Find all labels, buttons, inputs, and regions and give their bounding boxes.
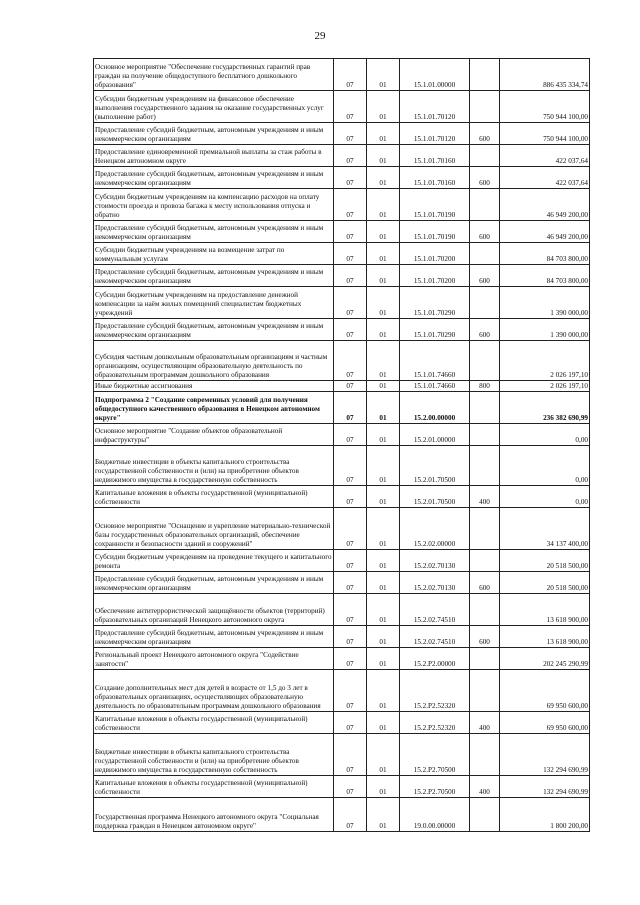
row-section-code: 07 (334, 59, 367, 91)
table-row (94, 145, 590, 167)
row-section-code: 07 (334, 594, 367, 626)
row-expense-type (470, 648, 500, 670)
row-section-code: 07 (334, 381, 367, 392)
row-target-article: 19.0.00.00000 (400, 798, 470, 832)
row-target-article: 15.2.P2.70500 (400, 734, 470, 776)
row-amount: 1 390 000,00 (500, 287, 590, 319)
row-expense-type (470, 341, 500, 381)
row-description: Субсидии бюджетным учреждениям на финансовое обеспечение выполнения государственного задания на оказание государственных услуг (выполнение работ) (94, 91, 334, 123)
row-amount: 0,00 (500, 424, 590, 446)
row-target-article: 15.1.01.70200 (400, 243, 470, 265)
row-subsection-code: 01 (367, 550, 400, 572)
row-target-article: 15.2.02.00000 (400, 508, 470, 550)
row-expense-type (470, 189, 500, 221)
row-expense-type: 600 (470, 167, 500, 189)
row-description: Иные бюджетные ассигнования (94, 381, 334, 392)
budget-table (93, 58, 590, 832)
row-amount: 886 435 334,74 (500, 59, 590, 91)
row-target-article: 15.1.01.74660 (400, 341, 470, 381)
table-row (94, 424, 590, 446)
row-section-code: 07 (334, 424, 367, 446)
table-row (94, 626, 590, 648)
row-target-article: 15.1.01.70190 (400, 189, 470, 221)
table-row (94, 392, 590, 424)
row-target-article: 15.2.01.70500 (400, 486, 470, 508)
table-row (94, 91, 590, 123)
row-subsection-code: 01 (367, 572, 400, 594)
row-subsection-code: 01 (367, 221, 400, 243)
row-description: Капитальные вложения в объекты государственной (муниципальной) собственности (94, 776, 334, 798)
row-expense-type (470, 243, 500, 265)
row-description: Субсидии бюджетным учреждениям на возмещение затрат по коммунальным услугам (94, 243, 334, 265)
row-amount: 13 618 900,00 (500, 594, 590, 626)
row-target-article: 15.2.01.00000 (400, 424, 470, 446)
row-target-article: 15.1.01.70190 (400, 221, 470, 243)
row-target-article: 15.1.01.70120 (400, 123, 470, 145)
row-amount: 132 294 690,99 (500, 776, 590, 798)
page-number: 29 (314, 30, 326, 42)
row-target-article: 15.2.P2.52320 (400, 712, 470, 734)
row-amount: 20 518 500,00 (500, 550, 590, 572)
row-description: Бюджетные инвестиции в объекты капитального строительства государственной собственности и (или) на приобретение объектов недвижимого имущества в государственную собственность (94, 446, 334, 486)
table-row (94, 776, 590, 798)
table-row (94, 508, 590, 550)
row-subsection-code: 01 (367, 265, 400, 287)
row-amount: 236 382 690,99 (500, 392, 590, 424)
row-section-code: 07 (334, 572, 367, 594)
row-section-code: 07 (334, 776, 367, 798)
table-row (94, 221, 590, 243)
row-description: Субсидии бюджетным учреждениям на проведение текущего и капитального ремонта (94, 550, 334, 572)
row-expense-type: 400 (470, 712, 500, 734)
row-subsection-code: 01 (367, 626, 400, 648)
budget-table-body (94, 59, 590, 832)
row-description: Государственная программа Ненецкого автономного округа "Социальная поддержка граждан в Ненецком автономном округе" (94, 798, 334, 832)
table-row (94, 167, 590, 189)
row-amount: 20 518 500,00 (500, 572, 590, 594)
row-subsection-code: 01 (367, 381, 400, 392)
row-target-article: 15.1.01.00000 (400, 59, 470, 91)
row-description: Предоставление субсидий бюджетным, автономным учреждениям и иным некоммерческим организациям (94, 572, 334, 594)
row-expense-type (470, 734, 500, 776)
row-subsection-code: 01 (367, 287, 400, 319)
row-amount: 132 294 690,99 (500, 734, 590, 776)
row-amount: 46 949 200,00 (500, 221, 590, 243)
row-section-code: 07 (334, 648, 367, 670)
row-section-code: 07 (334, 341, 367, 381)
row-subsection-code: 01 (367, 776, 400, 798)
row-target-article: 15.1.01.70160 (400, 145, 470, 167)
row-amount: 84 703 800,00 (500, 243, 590, 265)
row-expense-type: 600 (470, 572, 500, 594)
row-amount: 2 026 197,10 (500, 381, 590, 392)
row-description: Подпрограмма 2 "Создание современных условий для получения общедоступного качественного образования в Ненецком автономном округе" (94, 392, 334, 424)
table-row (94, 319, 590, 341)
row-expense-type (470, 508, 500, 550)
row-section-code: 07 (334, 486, 367, 508)
row-expense-type: 800 (470, 381, 500, 392)
row-expense-type: 600 (470, 626, 500, 648)
table-row (94, 265, 590, 287)
row-section-code: 07 (334, 508, 367, 550)
row-subsection-code: 01 (367, 167, 400, 189)
row-section-code: 07 (334, 243, 367, 265)
row-section-code: 07 (334, 167, 367, 189)
row-amount: 1 390 000,00 (500, 319, 590, 341)
row-target-article: 15.1.01.70290 (400, 319, 470, 341)
row-subsection-code: 01 (367, 189, 400, 221)
row-subsection-code: 01 (367, 594, 400, 626)
row-expense-type: 600 (470, 319, 500, 341)
row-subsection-code: 01 (367, 648, 400, 670)
row-expense-type (470, 594, 500, 626)
table-row (94, 446, 590, 486)
row-description: Предоставление субсидий бюджетным, автономным учреждениям и иным некоммерческим организациям (94, 123, 334, 145)
row-description: Обеспечение антитеррористической защищённости объектов (территорий) образовательных организаций Ненецкого автономного округа (94, 594, 334, 626)
row-description: Предоставление субсидий бюджетным, автономным учреждениям и иным некоммерческим организациям (94, 221, 334, 243)
row-subsection-code: 01 (367, 392, 400, 424)
table-row (94, 670, 590, 712)
row-subsection-code: 01 (367, 798, 400, 832)
row-expense-type (470, 145, 500, 167)
row-target-article: 15.1.01.74660 (400, 381, 470, 392)
row-subsection-code: 01 (367, 91, 400, 123)
row-amount: 750 944 100,00 (500, 91, 590, 123)
row-subsection-code: 01 (367, 243, 400, 265)
table-row (94, 648, 590, 670)
row-expense-type (470, 287, 500, 319)
table-row (94, 189, 590, 221)
row-amount: 34 137 400,00 (500, 508, 590, 550)
row-target-article: 15.2.P2.70500 (400, 776, 470, 798)
row-description: Основное мероприятие "Оснащение и укрепление материально-технической базы государственных образовательных организаций, обеспечение сохранности и безопасности зданий и сооружений" (94, 508, 334, 550)
row-section-code: 07 (334, 712, 367, 734)
row-amount: 750 944 100,00 (500, 123, 590, 145)
row-subsection-code: 01 (367, 508, 400, 550)
row-section-code: 07 (334, 123, 367, 145)
row-description: Предоставление субсидий бюджетным, автономным учреждениям и иным некоммерческим организациям (94, 265, 334, 287)
row-expense-type (470, 550, 500, 572)
row-expense-type: 400 (470, 486, 500, 508)
table-row (94, 341, 590, 381)
row-target-article: 15.2.01.70500 (400, 446, 470, 486)
row-description: Капитальные вложения в объекты государственной (муниципальной) собственности (94, 486, 334, 508)
row-subsection-code: 01 (367, 319, 400, 341)
row-amount: 69 950 600,00 (500, 712, 590, 734)
row-description: Капитальные вложения в объекты государственной (муниципальной) собственности (94, 712, 334, 734)
row-subsection-code: 01 (367, 145, 400, 167)
row-subsection-code: 01 (367, 486, 400, 508)
row-section-code: 07 (334, 91, 367, 123)
row-amount: 0,00 (500, 486, 590, 508)
row-section-code: 07 (334, 392, 367, 424)
table-row (94, 594, 590, 626)
table-row (94, 550, 590, 572)
table-row (94, 798, 590, 832)
row-subsection-code: 01 (367, 670, 400, 712)
row-amount: 422 037,64 (500, 167, 590, 189)
row-amount: 202 245 290,99 (500, 648, 590, 670)
row-target-article: 15.1.01.70290 (400, 287, 470, 319)
row-target-article: 15.2.00.00000 (400, 392, 470, 424)
row-target-article: 15.2.02.74510 (400, 626, 470, 648)
row-section-code: 07 (334, 189, 367, 221)
row-description: Региональный проект Ненецкого автономного округа "Содействие занятости" (94, 648, 334, 670)
table-row (94, 734, 590, 776)
row-description: Предоставление субсидий бюджетным, автономным учреждениям и иным некоммерческим организациям (94, 626, 334, 648)
row-description: Создание дополнительных мест для детей в возрасте от 1,5 до 3 лет в образовательных организациях, осуществляющих образовательную деятельность по образовательным программам дошкольного образования (94, 670, 334, 712)
row-description: Предоставление субсидий бюджетным, автономным учреждениям и иным некоммерческим организациям (94, 167, 334, 189)
row-target-article: 15.1.01.70120 (400, 91, 470, 123)
row-section-code: 07 (334, 145, 367, 167)
row-amount: 13 618 900,00 (500, 626, 590, 648)
row-description: Основное мероприятие "Обеспечение государственных гарантий прав граждан на получение общедоступного бесплатного дошкольного образования" (94, 59, 334, 91)
row-description: Бюджетные инвестиции в объекты капитального строительства государственной собственности и (или) на приобретение объектов недвижимого имущества в государственную собственность (94, 734, 334, 776)
row-expense-type (470, 424, 500, 446)
row-subsection-code: 01 (367, 446, 400, 486)
row-amount: 0,00 (500, 446, 590, 486)
row-section-code: 07 (334, 319, 367, 341)
row-subsection-code: 01 (367, 123, 400, 145)
row-expense-type (470, 446, 500, 486)
row-section-code: 07 (334, 626, 367, 648)
row-amount: 2 026 197,10 (500, 341, 590, 381)
row-description: Предоставление субсидий бюджетным, автономным учреждениям и иным некоммерческим организациям (94, 319, 334, 341)
row-target-article: 15.2.02.70130 (400, 550, 470, 572)
row-expense-type: 400 (470, 776, 500, 798)
row-subsection-code: 01 (367, 712, 400, 734)
row-target-article: 15.2.P2.52320 (400, 670, 470, 712)
row-section-code: 07 (334, 287, 367, 319)
table-row (94, 243, 590, 265)
row-target-article: 15.2.P2.00000 (400, 648, 470, 670)
row-section-code: 07 (334, 265, 367, 287)
row-description: Субсидия частным дошкольным образовательным организациям и частным организациям, осуществляющим образовательную деятельность по образовательным программам дошкольного образования (94, 341, 334, 381)
row-description: Предоставление единовременной премиальной выплаты за стаж работы в Ненецком автономном округе (94, 145, 334, 167)
row-subsection-code: 01 (367, 59, 400, 91)
table-row (94, 287, 590, 319)
table-row (94, 381, 590, 392)
row-expense-type: 600 (470, 221, 500, 243)
row-section-code: 07 (334, 798, 367, 832)
table-row (94, 712, 590, 734)
row-expense-type (470, 798, 500, 832)
row-expense-type: 600 (470, 265, 500, 287)
row-expense-type (470, 392, 500, 424)
row-amount: 422 037,64 (500, 145, 590, 167)
row-amount: 46 949 200,00 (500, 189, 590, 221)
row-section-code: 07 (334, 734, 367, 776)
row-section-code: 07 (334, 670, 367, 712)
table-row (94, 572, 590, 594)
row-expense-type: 600 (470, 123, 500, 145)
row-expense-type (470, 59, 500, 91)
row-expense-type (470, 670, 500, 712)
row-target-article: 15.1.01.70160 (400, 167, 470, 189)
row-target-article: 15.2.02.70130 (400, 572, 470, 594)
row-expense-type (470, 91, 500, 123)
row-target-article: 15.2.02.74510 (400, 594, 470, 626)
row-amount: 1 800 200,00 (500, 798, 590, 832)
table-row (94, 123, 590, 145)
row-target-article: 15.1.01.70200 (400, 265, 470, 287)
row-section-code: 07 (334, 446, 367, 486)
row-section-code: 07 (334, 221, 367, 243)
row-amount: 69 950 600,00 (500, 670, 590, 712)
row-section-code: 07 (334, 550, 367, 572)
row-subsection-code: 01 (367, 424, 400, 446)
table-row (94, 59, 590, 91)
row-amount: 84 703 800,00 (500, 265, 590, 287)
row-description: Основное мероприятие "Создание объектов образовательной инфраструктуры" (94, 424, 334, 446)
row-subsection-code: 01 (367, 734, 400, 776)
table-row (94, 486, 590, 508)
row-description: Субсидии бюджетным учреждениям на компенсацию расходов на оплату стоимости проезда и провоза багажа к месту использования отпуска и обратно (94, 189, 334, 221)
row-subsection-code: 01 (367, 341, 400, 381)
row-description: Субсидии бюджетным учреждениям на предоставление денежной компенсации за наём жилых помещений специалистам бюджетных учреждений (94, 287, 334, 319)
